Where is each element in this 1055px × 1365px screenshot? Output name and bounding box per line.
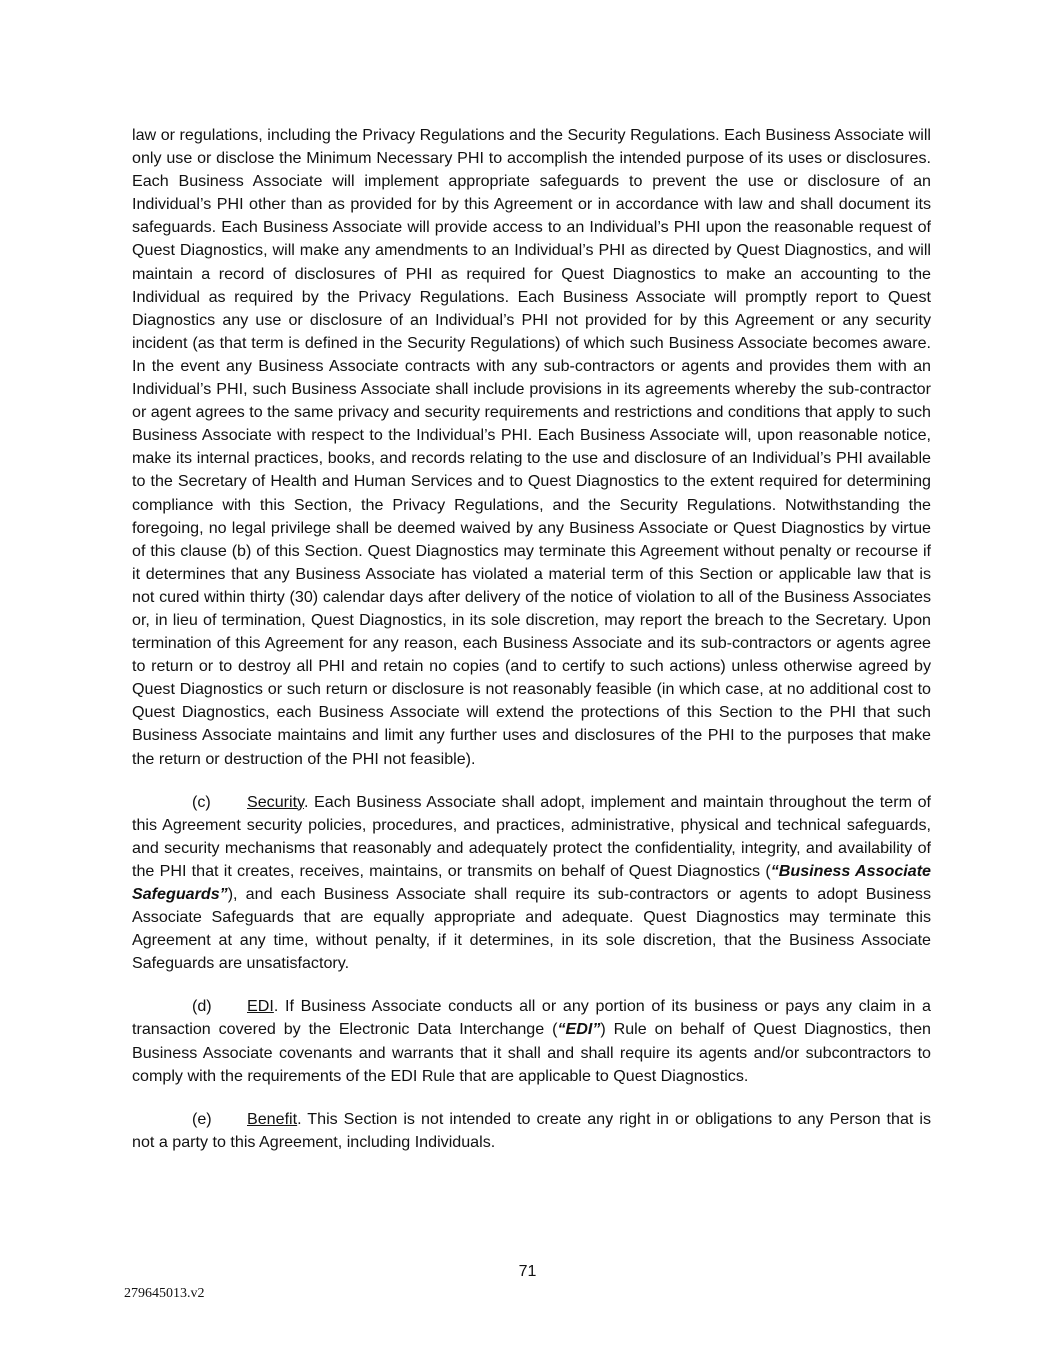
- section-d-heading: EDI: [247, 997, 274, 1016]
- document-id: 279645013.v2: [124, 1286, 205, 1301]
- section-d-text-b: ) Rule on behalf of Quest Diagnostics, then Business Associate covenants and warrants that it shall and shall require its agents and/or subcontractors to comply with the requirements of the EDI Rule that are applicable to Quest Diagnostics.: [132, 1020, 931, 1085]
- section-c-label: (c): [192, 792, 211, 811]
- section-d-text-a: . If Business Associate conducts all or any portion of its business or pays any claim in a transaction covered by the Electronic Data Interchange (: [132, 997, 931, 1039]
- section-c-text-a: . Each Business Associate shall adopt, implement and maintain throughout the term of this Agreement security policies, procedures, and practices, administrative, physical and technical safeguards, and security mechanisms that reasonably and adequately protect the confidentiality, integrity, and availability of the PHI that it creates, receives, maintains, or transmits on behalf of Quest Diagnostics (: [132, 792, 931, 880]
- section-c-text-b: ), and each Business Associate shall require its sub-contractors or agents to adopt Business Associate Safeguards that are equally appropriate and adequate. Quest Diagnostics may terminate this Agreement at any time, without penalty, if it determines, in its sole discretion, that the Business Associate Safeguards are unsatisfactory.: [132, 885, 931, 973]
- section-e-paragraph: [132, 1108, 931, 1154]
- section-d-defined-term: “EDI”: [557, 1020, 601, 1039]
- section-e-label: (e): [192, 1109, 212, 1128]
- continuation-paragraph: law or regulations, including the Privacy Regulations and the Security Regulations. Each Business Associate will only use or disclose the Minimum Necessary PHI to accomplish the intended purpose of its uses or disclosures. Each Business Associate will implement appropriate safeguards to prevent the use or disclosure of an Individual’s PHI other than as provided for by this Agreement or in accordance with law and shall document its safeguards. Each Business Associate will provide access to an Individual’s PHI upon the reasonable request of Quest Diagnostics, will make any amendments to an Individual’s PHI as directed by Quest Diagnostics, and will maintain a record of disclosures of PHI as required for Quest Diagnostics to make an accounting to the Individual as required by the Privacy Regulations. Each Business Associate will promptly report to Quest Diagnostics any use or disclosure of an Individual’s PHI not provided for by this Agreement or any security incident (as that term is defined in the Security Regulations) of which such Business Associate becomes aware. In the event any Business Associate contracts with any sub-contractors or agents and provides them with an Individual’s PHI, such Business Associate shall include provisions in its agreements whereby the sub-contractor or agent agrees to the same privacy and security requirements and restrictions and conditions that apply to such Business Associate with respect to the Individual’s PHI. Each Business Associate will, upon reasonable notice, make its internal practices, books, and records relating to the use and disclosure of an Individual’s PHI available to the Secretary of Health and Human Services and to Quest Diagnostics to the extent required for determining compliance with this Section, the Privacy Regulations, and the Security Regulations. Notwithstanding the foregoing, no legal privilege shall be deemed waived by any Business Associate or Quest Diagnostics by virtue of this clause (b) of this Section. Quest Diagnostics may terminate this Agreement without penalty or recourse if it determines that any Business Associate has violated a material term of this Section or applicable law that is not cured within thirty (30) calendar days after delivery of the notice of violation to all of the Business Associates or, in lieu of termination, Quest Diagnostics, in its sole discretion, may report the breach to the Secretary. Upon termination of this Agreement for any reason, each Business Associate and its sub-contractors or agents agree to return or to destroy all PHI and retain no copies (and to certify to such actions) unless otherwise agreed by Quest Diagnostics or such return or disclosure is not reasonably feasible (in which case, at no additional cost to Quest Diagnostics, each Business Associate will extend the protections of this Section to the PHI that such Business Associate maintains and limit any further uses and disclosures of the PHI to the purposes that make the return or destruction of the PHI not feasible).: [132, 126, 931, 768]
- section-d-paragraph: [132, 995, 931, 1087]
- section-d-label: (d): [192, 997, 212, 1016]
- section-c-defined-term: “Business Associate Safeguards”: [132, 861, 932, 903]
- section-c-paragraph: [132, 791, 931, 976]
- document-body: [132, 124, 931, 1174]
- section-e-heading: Benefit: [247, 1109, 298, 1128]
- section-c-heading: Security: [247, 792, 304, 811]
- page-number: 71: [518, 1263, 537, 1280]
- section-e-text-a: . This Section is not intended to create any right in or obligations to any Person that is not a party to this Agreement, including Individuals.: [132, 1109, 931, 1151]
